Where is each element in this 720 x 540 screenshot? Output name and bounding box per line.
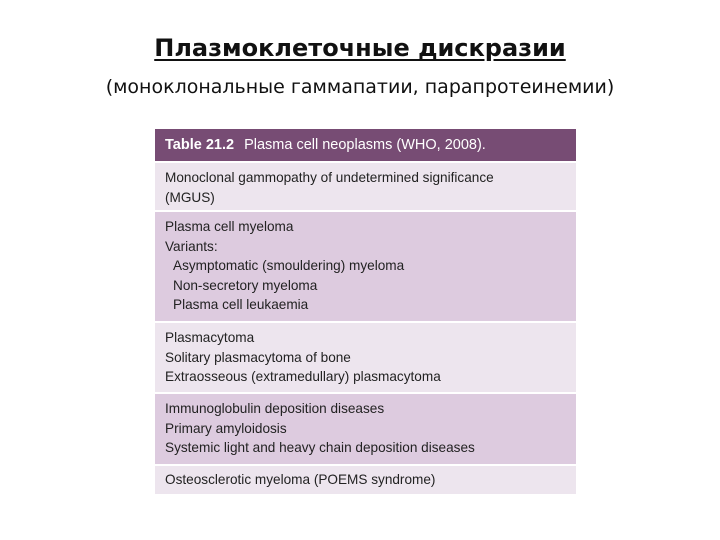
table-row-line: Non-secretory myeloma xyxy=(173,277,318,293)
table-row-line: Immunoglobulin deposition diseases xyxy=(165,401,385,416)
table-row-line: Plasma cell myeloma xyxy=(165,219,294,234)
table-row-mgus xyxy=(155,161,576,210)
plasma-cell-neoplasms-table xyxy=(155,129,576,494)
table-row-line: Asymptomatic (smouldering) myeloma xyxy=(173,258,405,273)
table-row-line: Extraosseous (extramedullary) plasmacytoma xyxy=(165,369,441,384)
table-caption: Plasma cell neoplasms (WHO, 2008). xyxy=(244,137,486,153)
table-row-poems xyxy=(155,464,576,494)
table-row-line: Plasma cell leukaemia xyxy=(173,297,309,312)
table-row-deposition-diseases xyxy=(155,392,576,464)
table-row-plasma-cell-myeloma xyxy=(155,210,576,321)
slide-subtitle: (моноклональные гаммапатии, парапротеинемии) xyxy=(105,76,615,98)
table-row-line: Plasmacytoma xyxy=(165,330,255,345)
table-number: Table 21.2 xyxy=(165,137,235,153)
table-row-line: Osteosclerotic myeloma (POEMS syndrome) xyxy=(165,472,436,487)
table-row-plasmacytoma xyxy=(155,321,576,392)
table-row-line: Primary amyloidosis xyxy=(165,420,287,436)
slide-title: Плазмоклеточные дискразии xyxy=(154,34,566,62)
table-row-line: Monoclonal gammopathy of undetermined significance xyxy=(165,170,494,185)
table-row-line: (MGUS) xyxy=(165,189,215,205)
table-row-line: Variants: xyxy=(165,238,218,254)
table-row-line: Solitary plasmacytoma of bone xyxy=(165,349,351,365)
table-header xyxy=(155,129,576,161)
table-row-line: Systemic light and heavy chain deposition diseases xyxy=(165,440,475,455)
